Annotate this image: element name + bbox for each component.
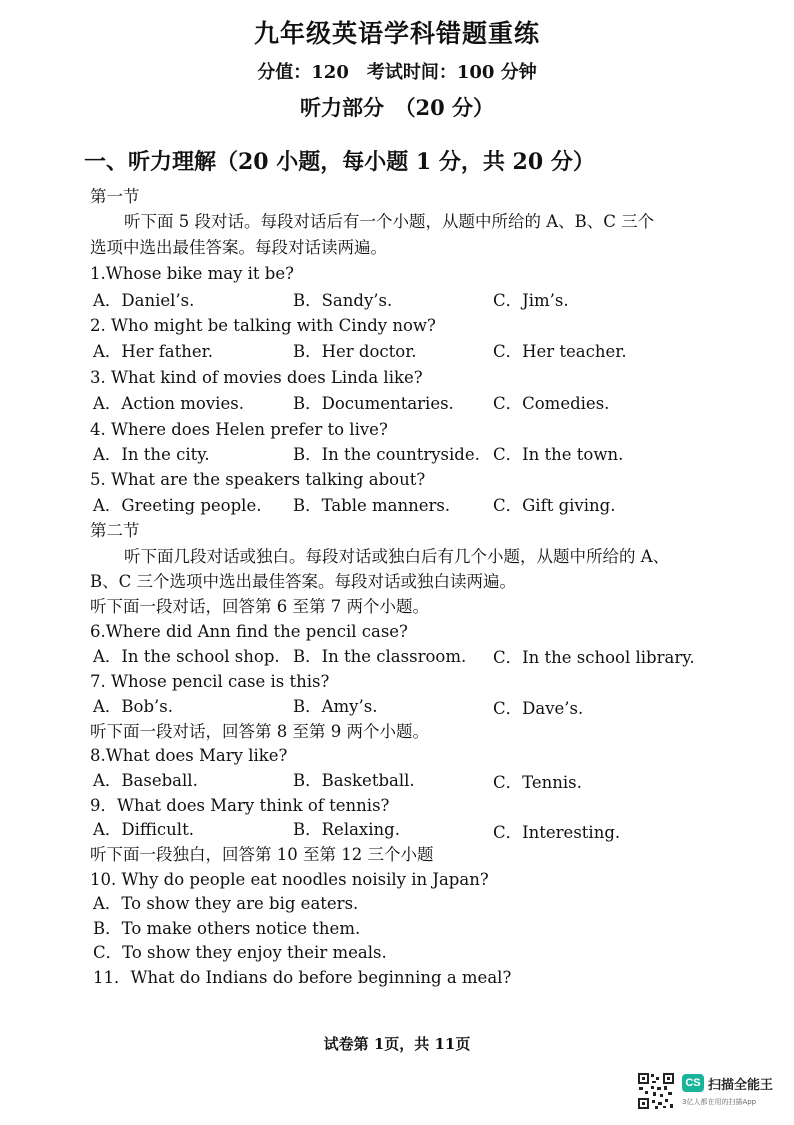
listening-intro: 听下面一段独白，回答第 10 至第 12 三个小题 (90, 845, 434, 864)
question: 6.Where did Ann find the pencil case? (90, 622, 408, 641)
option-c: C．Jim’s. (493, 291, 569, 310)
question: 4. Where does Helen prefer to live? (90, 420, 388, 439)
option-b: B．Her doctor. (293, 342, 417, 361)
question: 2. Who might be talking with Cindy now? (90, 316, 436, 335)
question: 9．What does Mary think of tennis? (90, 796, 390, 815)
option-a: A．In the school shop. (93, 647, 280, 666)
option-a: A．To show they are big eaters. (93, 894, 359, 913)
qr-code-icon (637, 1072, 675, 1110)
option-a: A．In the city. (93, 445, 210, 464)
question: 7. Whose pencil case is this? (90, 672, 330, 691)
option-b: B．In the classroom. (293, 647, 467, 666)
question: 1.Whose bike may it be? (90, 264, 294, 283)
section1-instruction: 听下面 5 段对话。每段对话后有一个小题，从题中所给的 A、B、C 三个 (124, 212, 655, 231)
exam-score-time: 分值：120 考试时间：100 分钟 (257, 62, 537, 83)
option-b: B．In the countryside. (293, 445, 480, 464)
section1-instruction: 选项中选出最佳答案。每段对话读两遍。 (90, 238, 387, 257)
option-c: C．Dave’s. (493, 699, 584, 718)
question: 3. What kind of movies does Linda like? (90, 368, 423, 387)
option-a: A．Action movies. (93, 394, 244, 413)
option-a: A．Baseball. (93, 771, 198, 790)
question: 8.What does Mary like? (90, 746, 288, 765)
option-c: C．In the town. (493, 445, 624, 464)
section2-label: 第二节 (90, 521, 140, 540)
option-c: C．To show they enjoy their meals. (93, 943, 387, 962)
listening-intro: 听下面一段对话，回答第 8 至第 9 两个小题。 (90, 722, 429, 741)
option-c: C．Her teacher. (493, 342, 627, 361)
option-a: A．Daniel’s. (93, 291, 195, 310)
option-a: A．Her father. (93, 342, 213, 361)
question: 11．What do Indians do before beginning a meal? (93, 968, 512, 987)
camscanner-name: 扫描全能王 (708, 1078, 774, 1093)
option-b: B．Documentaries. (293, 394, 454, 413)
option-a: A．Greeting people. (93, 496, 262, 515)
page-footer: 试卷第 1页，共 11页 (323, 1035, 471, 1053)
question: 10. Why do people eat noodles noisily in Japan? (90, 870, 489, 889)
option-c: C．In the school library. (493, 648, 695, 667)
option-c: C．Interesting. (493, 823, 621, 842)
option-c: C．Tennis. (493, 773, 582, 792)
option-a: A．Bob’s. (93, 697, 173, 716)
section-title: 听力部分 （20 分） (299, 95, 495, 120)
option-c: C．Comedies. (493, 394, 610, 413)
option-b: B．Table manners. (293, 496, 451, 515)
camscanner-tagline: 3亿人都在用的扫描App (682, 1098, 757, 1106)
camscanner-logo-icon: CS (682, 1074, 704, 1092)
part-heading: 一、听力理解（20 小题，每小题 1 分，共 20 分） (84, 149, 595, 175)
option-b: B．Amy’s. (293, 697, 378, 716)
section1-label: 第一节 (90, 187, 140, 206)
option-b: B．Basketball. (293, 771, 415, 790)
exam-title: 九年级英语学科错题重练 (253, 19, 540, 48)
listening-intro: 听下面一段对话，回答第 6 至第 7 两个小题。 (90, 597, 429, 616)
section2-instruction: 听下面几段对话或独白。每段对话或独白后有几个小题，从题中所给的 A、 (124, 547, 670, 566)
question: 5. What are the speakers talking about? (90, 470, 426, 489)
option-a: A．Difficult. (93, 820, 194, 839)
option-c: C．Gift giving. (493, 496, 616, 515)
option-b: B．Relaxing. (293, 820, 400, 839)
option-b: B．Sandy’s. (293, 291, 393, 310)
option-b: B．To make others notice them. (93, 919, 361, 938)
section2-instruction: B、C 三个选项中选出最佳答案。每段对话或独白读两遍。 (90, 572, 516, 591)
